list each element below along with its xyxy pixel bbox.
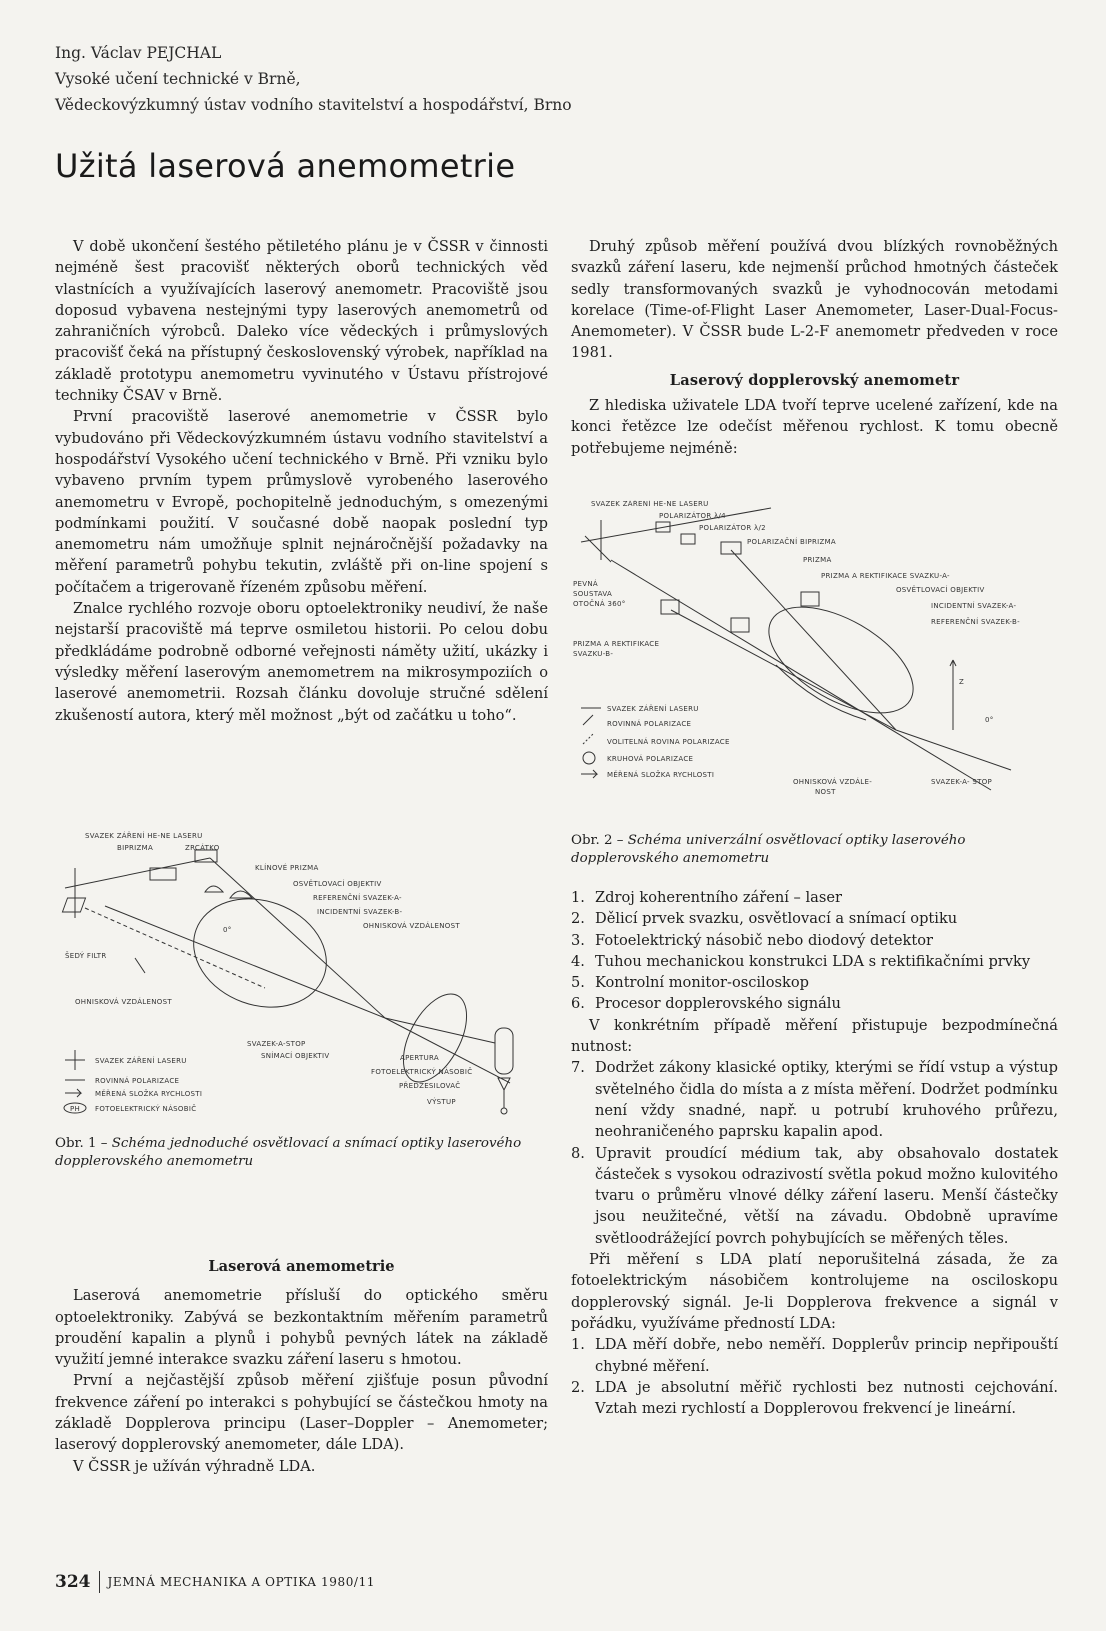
fig2-label-svazekstop: SVAZEK-A- STOP <box>931 778 993 786</box>
fig1-half-lens-2 <box>230 891 252 898</box>
laser-paragraph-3: V ČSSR je užíván výhradně LDA. <box>73 1457 316 1475</box>
list-item: 6. Procesor dopplerovského signálu <box>571 995 841 1013</box>
fig1-label-svazekstop: SVAZEK-A-STOP <box>247 1040 306 1048</box>
fig1-label-deg: 0° <box>223 926 232 934</box>
section-laserova-anemometrie <box>55 1256 548 1477</box>
fig1-label-fotonasob: FOTOELEKTRICKÝ NÁSOBIČ <box>371 1068 473 1076</box>
requirements-list <box>571 887 1058 1015</box>
list-item: 2. LDA je absolutní měřič rychlosti bez nutnosti cejchování. Vztah mezi rychlostí a Dopplerovou frekvencí je lineární. <box>571 1378 1058 1418</box>
fig1-illumination-lens <box>178 881 341 1025</box>
fig2-label-osv: OSVĚTLOVACÍ OBJEKTIV <box>896 586 985 594</box>
fig1-legend-1: SVAZEK ZÁŘENÍ LASERU <box>95 1057 187 1065</box>
fig2-label-soustava: SOUSTAVA <box>573 590 613 598</box>
fig1-label-referencni: REFERENČNÍ SVAZEK-A- <box>313 894 402 902</box>
list-item: 1. Zdroj koherentního záření – laser <box>571 889 842 906</box>
fig2-label-prizmarekt: PRIZMA A REKTIFIKACE <box>573 640 660 648</box>
fig2-legend-1: SVAZEK ZÁŘENÍ LASERU <box>607 705 699 713</box>
laser-paragraph-2: První a nejčastější způsob měření zjišťuje posun původní frekvence záření po interakci s pohybující se částečkou hmoty na základě Dopplerova principu (Laser–Doppler – Anemometer; laserový dopplerovský anemometer, dále LDA). <box>55 1372 548 1454</box>
fig1-half-lens-1 <box>205 886 223 892</box>
fig1-label-snimaci: SNÍMACÍ OBJEKTIV <box>261 1052 330 1060</box>
fig1-label-vystup: VÝSTUP <box>427 1098 456 1106</box>
figure-1-caption-prefix: Obr. 1 – <box>55 1136 112 1151</box>
list-item: 3. Fotoelektrický násobič nebo diodový detektor <box>571 931 933 949</box>
author-affiliation-2: Vědeckovýzkumný ústav vodního stavitelství a hospodářství, Brno <box>55 96 572 114</box>
principle-paragraph: Při měření s LDA platí neporušitelná zásada, že za fotoelektrickým násobičem kontrolujeme na osciloskopu dopplerovský signál. Je-li Dopplerova frekvence a signál v pořádku, využíváme předností LDA: <box>571 1251 1058 1332</box>
fig2-illumination-lens <box>752 585 931 734</box>
fig1-legend-3: MĚŘENÁ SLOŽKA RYCHLOSTI <box>95 1090 203 1098</box>
figure-2 <box>571 500 1058 828</box>
fig1-optical-axis <box>85 908 265 988</box>
fig2-label-pol2: POLARIZÁTOR λ/2 <box>699 524 766 532</box>
section-heading-doppler: Laserový dopplerovský anemometr <box>669 371 960 389</box>
fig2-label-ohniskova: OHNISKOVÁ VZDÁLE- <box>793 778 873 786</box>
author-name: Ing. Václav PEJCHAL <box>55 44 222 62</box>
fig2-legend-3: VOLITELNÁ ROVINA POLARIZACE <box>607 738 730 746</box>
fig1-beam-out-2 <box>385 1018 495 1043</box>
fig1-label-ohniskova: OHNISKOVÁ VZDÁLENOST <box>363 922 460 930</box>
fig1-label-sedy: ŠEDÝ FILTR <box>65 952 107 960</box>
advantages-list <box>571 1334 1058 1419</box>
figure-2-caption-text: Schéma univerzální osvětlovací optiky laserového dopplerovského anemometru <box>571 833 966 866</box>
fig2-legend-linear-icon <box>583 715 593 725</box>
footer-divider <box>99 1571 100 1593</box>
fig2-label-pol4: POLARIZÁTOR λ/4 <box>659 512 726 520</box>
fig1-biprism <box>62 898 85 912</box>
concrete-intro: V konkrétním případě měření přistupuje bezpodmínečná nutnost: <box>571 1016 1058 1056</box>
fig2-legend-4: KRUHOVÁ POLARIZACE <box>607 755 694 763</box>
right-column-top <box>571 236 1058 459</box>
fig2-prism-rect-1 <box>661 600 679 614</box>
intro-paragraph-3: Znalce rychlého rozvoje oboru optoelektroniky neudiví, že naše nejstarší pracoviště má teprve osmiletou historii. Po celou dobu předkládáme podrobně odborné veřejnosti náměty užití, ukázky i výsledky měření laserovým anemometrem na mikrosympoziích o laserové anemometrii. Rozsah článku dovoluje stručné sdělení zkušeností autora, který měl možnost „být od začátku u toho“. <box>55 600 548 724</box>
fig2-prism-rect-3 <box>801 592 819 606</box>
fig2-label-prizma: PRIZMA <box>803 556 832 564</box>
fig1-label-apertura: APERTURA <box>400 1054 439 1062</box>
list-item: 8. Upravit proudící médium tak, aby obsahovalo dostatek částeček s vysokou odrazivostí světla pokud možno kulovitého tvaru o průměru vlnové délky záření laseru. Menší částečky jsou neužitečné, větší na závadu. Obdobně upravíme světloodrážející povrch pohybujících se měřených těles. <box>571 1144 1058 1247</box>
list-item: 5. Kontrolní monitor-osciloskop <box>571 974 809 992</box>
author-block <box>55 40 572 118</box>
fig2-legend-circular-icon <box>583 752 595 764</box>
fig2-polarizing-biprism <box>721 542 741 554</box>
left-column-intro <box>55 236 548 726</box>
fig2-label-angle: 0° <box>985 716 994 724</box>
fig2-beam-stop <box>896 730 1011 770</box>
page-footer <box>55 1571 375 1593</box>
fig2-prism-rect-2 <box>731 618 749 632</box>
article-title: Užitá laserová anemometrie <box>55 147 516 185</box>
list-item: 2. Dělicí prvek svazku, osvětlovací a snímací optiku <box>571 910 958 928</box>
fig2-label-pevna: PEVNÁ <box>573 580 598 588</box>
fig1-label-predzes: PŘEDZESILOVAČ <box>399 1082 461 1090</box>
list-item: 7. Dodržet zákony klasické optiky, kterými se řídí vstup a výstup světelného čidla do místa a z místa měření. Dodržet podmínku není vždy snadné, např. u potrubí kruhového průřezu, neohraničeného paprsku kapalin apod. <box>571 1059 1058 1141</box>
intro-paragraph-1: V době ukončení šestého pětiletého plánu je v ČSSR v činnosti nejméně šest pracovišť některých oborů technických věd vlastnících a využívajících laserový anemometr. Pracoviště jsou doposud vybavena nestejnými typy laserových anemometrů od zahraničních výrobců. Daleko více vědeckých i průmyslových pracovišť čeká na přístupný československý výrobek, například na základě prototypu anemometru vyvinutého v Ústavu přístrojové techniky ČSAV v Brně. <box>55 238 548 405</box>
list-item: 1. LDA měří dobře, nebo neměří. Dopplerův princip nepřipouští chybné měření. <box>571 1336 1058 1375</box>
fig2-beam-c <box>671 610 896 730</box>
fig1-label-klinove: KLÍNOVÉ PRIZMA <box>255 864 319 872</box>
figure-1-caption-text: Schéma jednoduché osvětlovací a snímací optiky laserového dopplerovského anemometru <box>55 1136 522 1169</box>
conditions-list <box>571 1057 1058 1249</box>
fig2-label-ref: REFERENČNÍ SVAZEK-B- <box>931 618 1020 626</box>
fig1-photomultiplier <box>495 1028 513 1074</box>
fig1-label-svazek: SVAZEK ZÁŘENÍ HE-NE LASERU <box>85 832 203 840</box>
figure-1 <box>55 828 550 1128</box>
fig2-axis-diagonal <box>585 536 611 562</box>
fig2-label-rekt: PRIZMA A REKTIFIKACE SVAZKU-A- <box>821 572 950 580</box>
fig2-label-nost: NOST <box>815 788 836 796</box>
fig2-polarizer-half <box>681 534 695 544</box>
fig1-grey-filter <box>135 958 145 973</box>
fig1-label-zrcatko: ZRCÁTKO <box>185 844 220 852</box>
fig2-label-polbip: POLARIZAČNÍ BIPRIZMA <box>747 538 837 546</box>
fig1-legend-4-icon: PH <box>70 1105 81 1113</box>
page-number: 324 <box>55 1572 91 1592</box>
list-item: 4. Tuhou mechanickou konstrukci LDA s rektifikačními prvky <box>571 952 1031 970</box>
fig1-label-hranol: BIPRIZMA <box>117 844 154 852</box>
fig2-label-z: Z <box>959 678 965 686</box>
fig1-output-terminal <box>501 1108 507 1114</box>
fig2-label-inc: INCIDENTNÍ SVAZEK-A- <box>931 602 1017 610</box>
figure-1-schematic <box>55 828 550 1128</box>
right-paragraph-time-of-flight: Druhý způsob měření používá dvou blízkých rovnoběžných svazků záření laseru, kde nejmenší průchod hmotných částeček sedly transformovaných svazků je vyhodnocován metodami korelace (Time-of-Flight Laser Anemometer, Laser-Dual-Focus-Anemometer). V ČSSR bude L-2-F anemometr předveden v roce 1981. <box>571 238 1058 362</box>
laser-paragraph-1: Laserová anemometrie přísluší do optického směru optoelektroniky. Zabývá se bezkontaktním měřením parametrů proudění kapalin a plynů i pohybů pevných látek na základě využití jemné interakce svazku záření laseru s hmotou. <box>55 1287 548 1369</box>
fig2-label-otocna: OTOČNÁ 360° <box>573 600 626 608</box>
doppler-paragraph: Z hlediska uživatele LDA tvoří teprve ucelené zařízení, kde na konci řetězce lze odečíst měřenou rychlost. K tomu obecně potřebujeme nejméně: <box>571 397 1058 457</box>
figure-1-caption <box>55 1135 545 1171</box>
fig2-label-svazek: SVAZEK ZÁŘENÍ HE-NE LASERU <box>591 500 709 508</box>
journal-name: JEMNÁ MECHANIKA A OPTIKA 1980/11 <box>107 1575 376 1589</box>
right-column-lists <box>571 887 1058 1419</box>
fig1-label-osvetl: OSVĚTLOVACÍ OBJEKTIV <box>293 880 382 888</box>
intro-paragraph-2: První pracoviště laserové anemometrie v ČSSR bylo vybudováno při Vědeckovýzkumném ústavu vodního stavitelství a hospodářství Vysokého učení technického v Brně. Při vzniku bylo vybaveno prvním typem průmyslově vyrobeného laserového anemometru v Evropě, pochopitelně jednoduchým, s omezenými podmínkami použití. V současné době naopak poslední typ anemometru nám umožňuje splnit nejnáročnější požadavky na měření parametrů pohybu tekutin, zvláště při on-line spojení s počítačem a trigerovaně řízeném způsobu měření. <box>55 408 548 596</box>
fig1-legend-velocity-icon <box>65 1089 81 1097</box>
fig1-legend-2: ROVINNÁ POLARIZACE <box>95 1077 180 1085</box>
fig1-laser-beam <box>65 858 210 888</box>
fig1-label-incidentni: INCIDENTNÍ SVAZEK-B- <box>317 908 403 916</box>
figure-2-schematic <box>571 500 1058 828</box>
fig2-legend-velocity-icon <box>581 770 597 778</box>
fig2-legend-2: ROVINNÁ POLARIZACE <box>607 720 692 728</box>
section-heading-laserova: Laserová anemometrie <box>208 1258 395 1275</box>
fig2-legend-5: MĚŘENÁ SLOŽKA RYCHLOSTI <box>607 771 715 779</box>
author-affiliation-1: Vysoké učení technické v Brně, <box>55 70 301 88</box>
figure-2-caption <box>571 832 1058 868</box>
fig1-legend-4: FOTOELEKTRICKÝ NÁSOBIČ <box>95 1105 197 1113</box>
fig1-label-ohniskova2: OHNISKOVÁ VZDÁLENOST <box>75 998 172 1006</box>
fig2-legend-variable-icon <box>583 734 593 744</box>
figure-2-caption-prefix: Obr. 2 – <box>571 833 628 848</box>
fig2-label-svazekb: SVAZKU-B- <box>573 650 614 658</box>
